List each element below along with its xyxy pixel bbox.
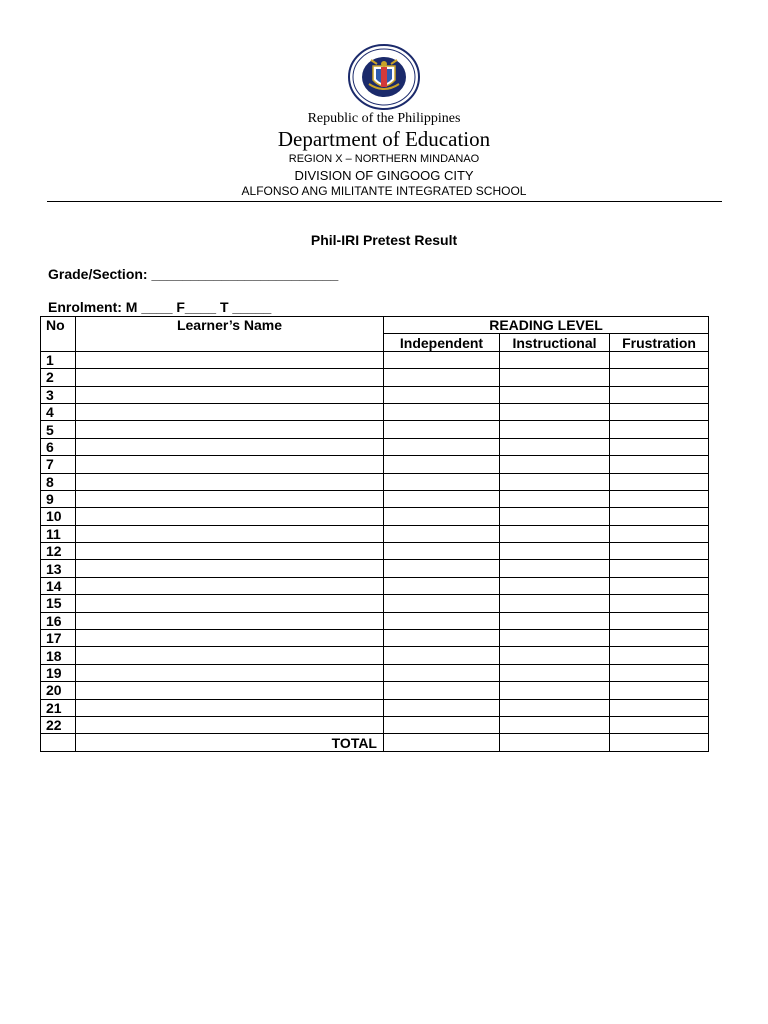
frustration-cell[interactable]	[610, 560, 709, 577]
instructional-cell[interactable]	[500, 421, 610, 438]
frustration-cell[interactable]	[610, 456, 709, 473]
learner-name-cell[interactable]	[76, 490, 384, 507]
independent-cell[interactable]	[384, 456, 500, 473]
school-name: ALFONSO ANG MILITANTE INTEGRATED SCHOOL	[241, 184, 527, 198]
total-instructional-cell[interactable]	[500, 734, 610, 751]
total-row	[41, 734, 709, 751]
instructional-cell[interactable]	[500, 699, 610, 716]
instructional-cell[interactable]	[500, 438, 610, 455]
instructional-cell[interactable]	[500, 612, 610, 629]
table-row	[41, 595, 709, 612]
table-row	[41, 716, 709, 733]
instructional-cell[interactable]	[500, 664, 610, 681]
table-row	[41, 508, 709, 525]
independent-cell[interactable]	[384, 386, 500, 403]
independent-cell[interactable]	[384, 560, 500, 577]
frustration-cell[interactable]	[610, 386, 709, 403]
table-row	[41, 351, 709, 368]
table-row	[41, 577, 709, 594]
instructional-cell[interactable]	[500, 473, 610, 490]
learner-name-cell[interactable]	[76, 543, 384, 560]
independent-cell[interactable]	[384, 525, 500, 542]
frustration-cell[interactable]	[610, 630, 709, 647]
row-number: 8	[41, 473, 76, 490]
table-row	[41, 369, 709, 386]
independent-cell[interactable]	[384, 421, 500, 438]
row-number: 7	[41, 456, 76, 473]
learner-name-cell[interactable]	[76, 386, 384, 403]
instructional-cell[interactable]	[500, 577, 610, 594]
header-reading-level: READING LEVEL	[384, 317, 709, 334]
table-row	[41, 630, 709, 647]
header-frustration: Frustration	[610, 334, 709, 351]
learner-name-cell[interactable]	[76, 351, 384, 368]
row-number: 13	[41, 560, 76, 577]
frustration-cell[interactable]	[610, 699, 709, 716]
independent-cell[interactable]	[384, 543, 500, 560]
header-divider	[47, 201, 722, 202]
learner-name-cell[interactable]	[76, 612, 384, 629]
row-number: 20	[41, 682, 76, 699]
independent-cell[interactable]	[384, 716, 500, 733]
table-row	[41, 682, 709, 699]
frustration-cell[interactable]	[610, 508, 709, 525]
row-number: 15	[41, 595, 76, 612]
row-number: 3	[41, 386, 76, 403]
total-label: TOTAL	[76, 734, 384, 751]
row-number: 17	[41, 630, 76, 647]
total-independent-cell[interactable]	[384, 734, 500, 751]
results-table	[40, 316, 709, 752]
frustration-cell[interactable]	[610, 403, 709, 420]
instructional-cell[interactable]	[500, 351, 610, 368]
learner-name-cell[interactable]	[76, 716, 384, 733]
learner-name-cell[interactable]	[76, 456, 384, 473]
learner-name-cell[interactable]	[76, 421, 384, 438]
table-row	[41, 664, 709, 681]
region-label: REGION X – NORTHERN MINDANAO	[288, 153, 480, 165]
department-title: Department of Education	[277, 127, 491, 151]
frustration-cell[interactable]	[610, 421, 709, 438]
independent-cell[interactable]	[384, 664, 500, 681]
instructional-cell[interactable]	[500, 456, 610, 473]
independent-cell[interactable]	[384, 682, 500, 699]
instructional-cell[interactable]	[500, 525, 610, 542]
frustration-cell[interactable]	[610, 716, 709, 733]
instructional-cell[interactable]	[500, 403, 610, 420]
table-row	[41, 543, 709, 560]
frustration-cell[interactable]	[610, 664, 709, 681]
row-number: 11	[41, 525, 76, 542]
row-number: 9	[41, 490, 76, 507]
table-row	[41, 647, 709, 664]
independent-cell[interactable]	[384, 490, 500, 507]
total-frustration-cell[interactable]	[610, 734, 709, 751]
table-row	[41, 386, 709, 403]
row-number: 22	[41, 716, 76, 733]
independent-cell[interactable]	[384, 577, 500, 594]
table-row	[41, 560, 709, 577]
instructional-cell[interactable]	[500, 508, 610, 525]
instructional-cell[interactable]	[500, 716, 610, 733]
instructional-cell[interactable]	[500, 490, 610, 507]
independent-cell[interactable]	[384, 508, 500, 525]
table-row	[41, 490, 709, 507]
total-no-cell	[41, 734, 76, 751]
independent-cell[interactable]	[384, 438, 500, 455]
independent-cell[interactable]	[384, 595, 500, 612]
independent-cell[interactable]	[384, 403, 500, 420]
row-number: 1	[41, 351, 76, 368]
instructional-cell[interactable]	[500, 386, 610, 403]
instructional-cell[interactable]	[500, 647, 610, 664]
independent-cell[interactable]	[384, 612, 500, 629]
frustration-cell[interactable]	[610, 438, 709, 455]
grade-section-field[interactable]: Grade/Section: ________________________	[48, 266, 339, 282]
row-number: 6	[41, 438, 76, 455]
table-row	[41, 525, 709, 542]
learner-name-cell[interactable]	[76, 525, 384, 542]
learner-name-cell[interactable]	[76, 682, 384, 699]
independent-cell[interactable]	[384, 699, 500, 716]
header-independent: Independent	[384, 334, 500, 351]
row-number: 21	[41, 699, 76, 716]
learner-name-cell[interactable]	[76, 664, 384, 681]
learner-name-cell[interactable]	[76, 595, 384, 612]
row-number: 16	[41, 612, 76, 629]
row-number: 4	[41, 403, 76, 420]
independent-cell[interactable]	[384, 369, 500, 386]
row-number: 18	[41, 647, 76, 664]
header-instructional: Instructional	[500, 334, 610, 351]
learner-name-cell[interactable]	[76, 699, 384, 716]
table-row	[41, 438, 709, 455]
form-title: Phil-IRI Pretest Result	[310, 232, 458, 248]
learner-name-cell[interactable]	[76, 369, 384, 386]
table-row	[41, 699, 709, 716]
frustration-cell[interactable]	[610, 682, 709, 699]
learner-name-cell[interactable]	[76, 438, 384, 455]
frustration-cell[interactable]	[610, 490, 709, 507]
row-number: 5	[41, 421, 76, 438]
row-number: 14	[41, 577, 76, 594]
independent-cell[interactable]	[384, 351, 500, 368]
learner-name-cell[interactable]	[76, 577, 384, 594]
learner-name-cell[interactable]	[76, 560, 384, 577]
independent-cell[interactable]	[384, 647, 500, 664]
instructional-cell[interactable]	[500, 560, 610, 577]
deped-seal-logo	[347, 44, 421, 110]
independent-cell[interactable]	[384, 473, 500, 490]
row-number: 10	[41, 508, 76, 525]
instructional-cell[interactable]	[500, 630, 610, 647]
row-number: 12	[41, 543, 76, 560]
frustration-cell[interactable]	[610, 577, 709, 594]
frustration-cell[interactable]	[610, 369, 709, 386]
independent-cell[interactable]	[384, 630, 500, 647]
instructional-cell[interactable]	[500, 543, 610, 560]
instructional-cell[interactable]	[500, 595, 610, 612]
learner-name-cell[interactable]	[76, 647, 384, 664]
row-number: 19	[41, 664, 76, 681]
learner-name-cell[interactable]	[76, 473, 384, 490]
enrolment-field[interactable]: Enrolment: M ____ F____ T _____	[48, 299, 272, 315]
frustration-cell[interactable]	[610, 525, 709, 542]
table-row	[41, 421, 709, 438]
frustration-cell[interactable]	[610, 595, 709, 612]
learner-name-cell[interactable]	[76, 630, 384, 647]
division-label: DIVISION OF GINGOOG CITY	[294, 168, 474, 183]
table-row	[41, 612, 709, 629]
learner-name-cell[interactable]	[76, 403, 384, 420]
instructional-cell[interactable]	[500, 682, 610, 699]
learner-name-cell[interactable]	[76, 508, 384, 525]
row-number: 2	[41, 369, 76, 386]
frustration-cell[interactable]	[610, 647, 709, 664]
header-no: No	[41, 317, 76, 352]
frustration-cell[interactable]	[610, 351, 709, 368]
header-learner-name: Learner’s Name	[76, 317, 384, 352]
frustration-cell[interactable]	[610, 473, 709, 490]
republic-label: Republic of the Philippines	[307, 111, 461, 126]
table-row	[41, 473, 709, 490]
instructional-cell[interactable]	[500, 369, 610, 386]
table-row	[41, 403, 709, 420]
frustration-cell[interactable]	[610, 543, 709, 560]
table-row	[41, 456, 709, 473]
frustration-cell[interactable]	[610, 612, 709, 629]
